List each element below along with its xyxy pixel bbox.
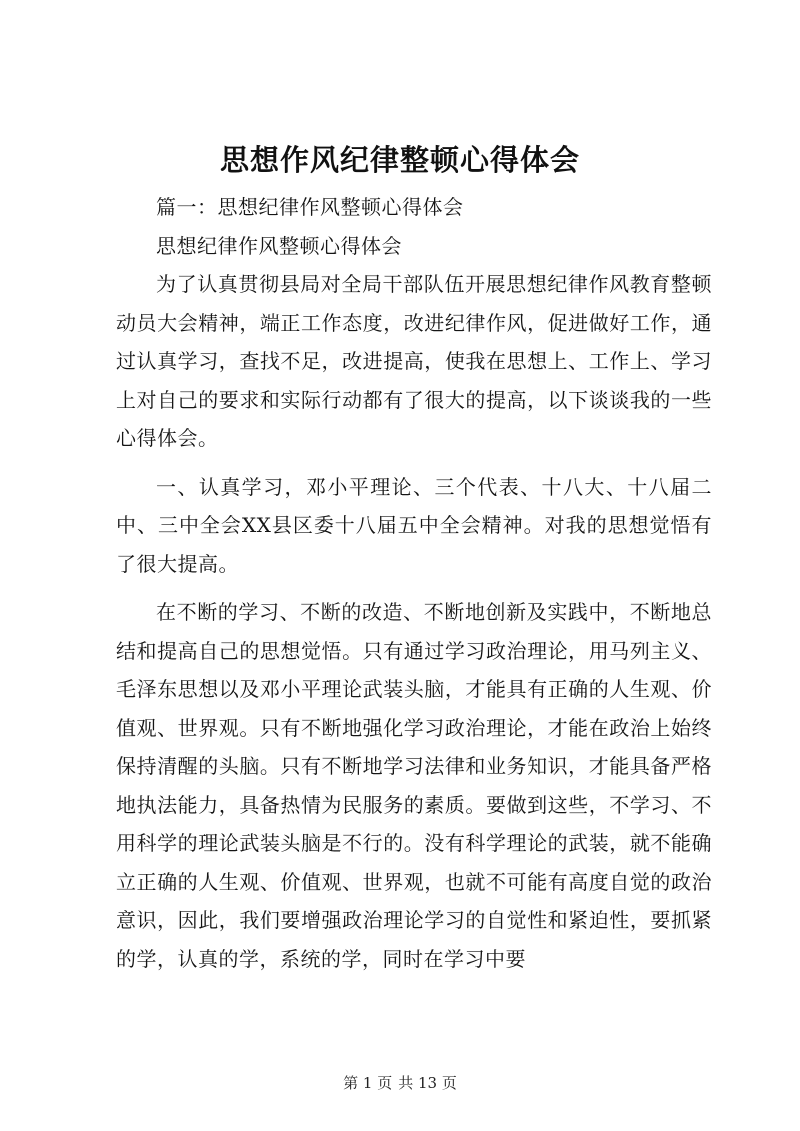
paragraph-section-one: 一、认真学习，邓小平理论、三个代表、十八大、十八届二中、三中全会XX县区委十八届五中全会精神。对我的思想觉悟有了很大提高。 [116,474,712,576]
paragraph-chapter-heading: 篇一：思想纪律作风整顿心得体会 [156,195,464,219]
page-total: 共 13 页 [398,1074,457,1092]
paragraph-intro: 为了认真贯彻县局对全局干部队伍开展思想纪律作风教育整顿动员大会精神，端正工作态度，改进纪律作风，促进做好工作，通过认真学习，查找不足，改进提高，使我在思想上、工作上、学习上对自己的要求和实际行动都有了很大的提高，以下谈谈我的一些心得体会。 [116,272,712,450]
paragraph-study-details: 在不断的学习、不断的改造、不断地创新及实践中，不断地总结和提高自己的思想觉悟。只有通过学习政治理论，用马列主义、毛泽东思想以及邓小平理论武装头脑，才能具有正确的人生观、价值观、世界观。只有不断地强化学习政治理论，才能在政治上始终保持清醒的头脑。只有不断地学习法律和业务知识，才能具备严格地执法能力，具备热情为民服务的素质。要做到这些，不学习、不用科学的理论武装头脑是不行的。没有科学理论的武装，就不能确立正确的人生观、价值观、世界观，也就不可能有高度自觉的政治意识，因此，我们要增强政治理论学习的自觉性和紧迫性，要抓紧的学，认真的学，系统的学，同时在学习中要 [116,600,712,971]
document-body [116,188,712,978]
page-number: 第 1 页 [343,1074,393,1092]
page-footer [0,1072,800,1094]
document-title: 思想作风纪律整顿心得体会 [219,143,580,177]
paragraph-subtitle: 思想纪律作风整顿心得体会 [156,233,402,258]
